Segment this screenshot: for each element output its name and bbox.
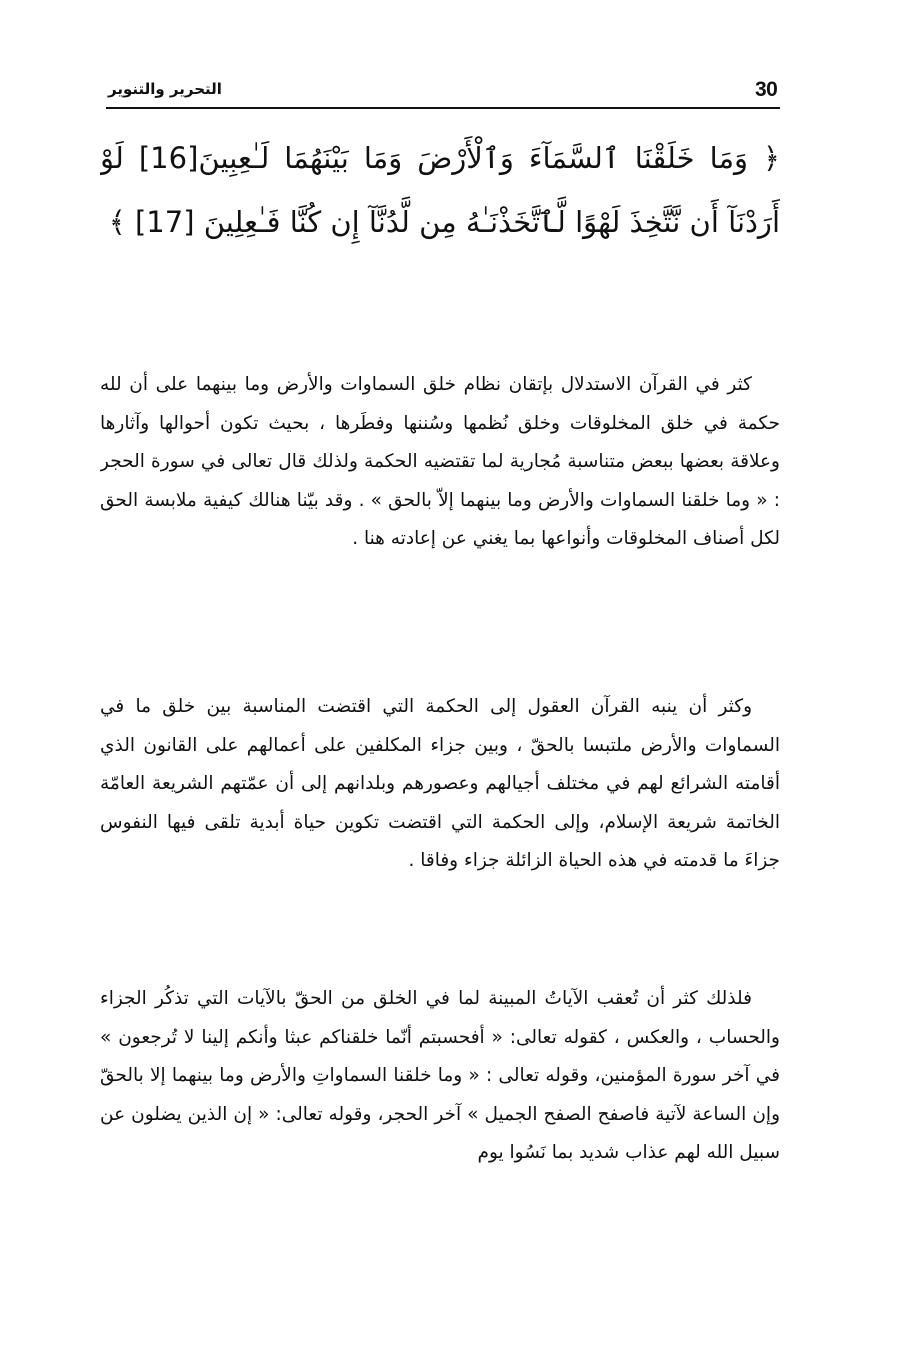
header-divider <box>106 107 780 109</box>
paragraph-3-text: فلذلك كثر أن تُعقب الآياتُ المبينة لما في الخلق من الحقّ بالآيات التي تذكُر الجزاء والحساب ، والعكس ، كقوله تعالى: « أفحسبتم أنّما خلقناكم عبثا وأنكم إلينا لا تُرجعون » في آخر سورة المؤمنين، وقوله تعالى : « وما خلقنا السماواتِ والأرض وما بينهما إلا بالحقّ وإن الساعة لآتية فاصفح الصفح الجميل » آخر الحجر، وقوله تعالى: « إن الذين يضلون عن سبيل الله لهم عذاب شديد بما نَسُوا يوم <box>100 988 780 1163</box>
paragraph-2 <box>100 688 780 958</box>
paragraph-3 <box>100 980 780 1250</box>
paragraph-1-text: كثر في القرآن الاستدلال بإتقان نظام خلق السماوات والأرض وما بينهما على أن لله حكمة في خلق المخلوقات وخلق نُظمها وسُننها وفطَرها ، بحيث تكون أحوالها وآثارها وعلاقة بعضها ببعض متناسبة مُجارية لما تقتضيه الحكمة ولذلك قال تعالى في سورة الحجر : « وما خلقنا السماوات والأرض وما بينهما إلاّ بالحق » . وقد بيّنا هنالك كيفية ملابسة الحق لكل أصناف المخلوقات وأنواعها بما يغني عن إعادته هنا . <box>100 374 780 549</box>
quran-verse: ﴿ وَمَا خَلَقْنَا ٱلسَّمَآءَ وَٱلْأَرْضَ وَمَا بَيْنَهُمَا لَـٰعِبِينَ[16] لَوْ أَرَدْنَآ أَن نَّتَّخِذَ لَهْوًا لَّٱتَّخَذْنَـٰهُ مِن لَّدُنَّآ إِن كُنَّا فَـٰعِلِينَ [17] ﴾ <box>100 141 780 239</box>
page-number: 30 <box>755 78 778 101</box>
paragraph-1 <box>100 366 780 674</box>
book-page <box>100 70 780 1310</box>
paragraph-2-text: وكثر أن ينبه القرآن العقول إلى الحكمة التي اقتضت المناسبة بين خلق ما في السماوات والأرض ملتبسا بالحقّ ، وبين جزاء المكلفين على أعمالهم على القانون الذي أقامته الشرائع لهم في مختلف أجيالهم وعصورهم وبلدانهم إلى أن عمّتهم الشريعة العامّة الخاتمة شريعة الإسلام، وإلى الحكمة التي اقتضت تكوين حياة أبدية تلقى فيها النفوس جزاءَ ما قدمته في هذه الحياة الزائلة جزاء وفاقا . <box>100 696 780 871</box>
running-title: التحرير والتنوير <box>108 80 222 98</box>
page-header <box>100 70 780 108</box>
